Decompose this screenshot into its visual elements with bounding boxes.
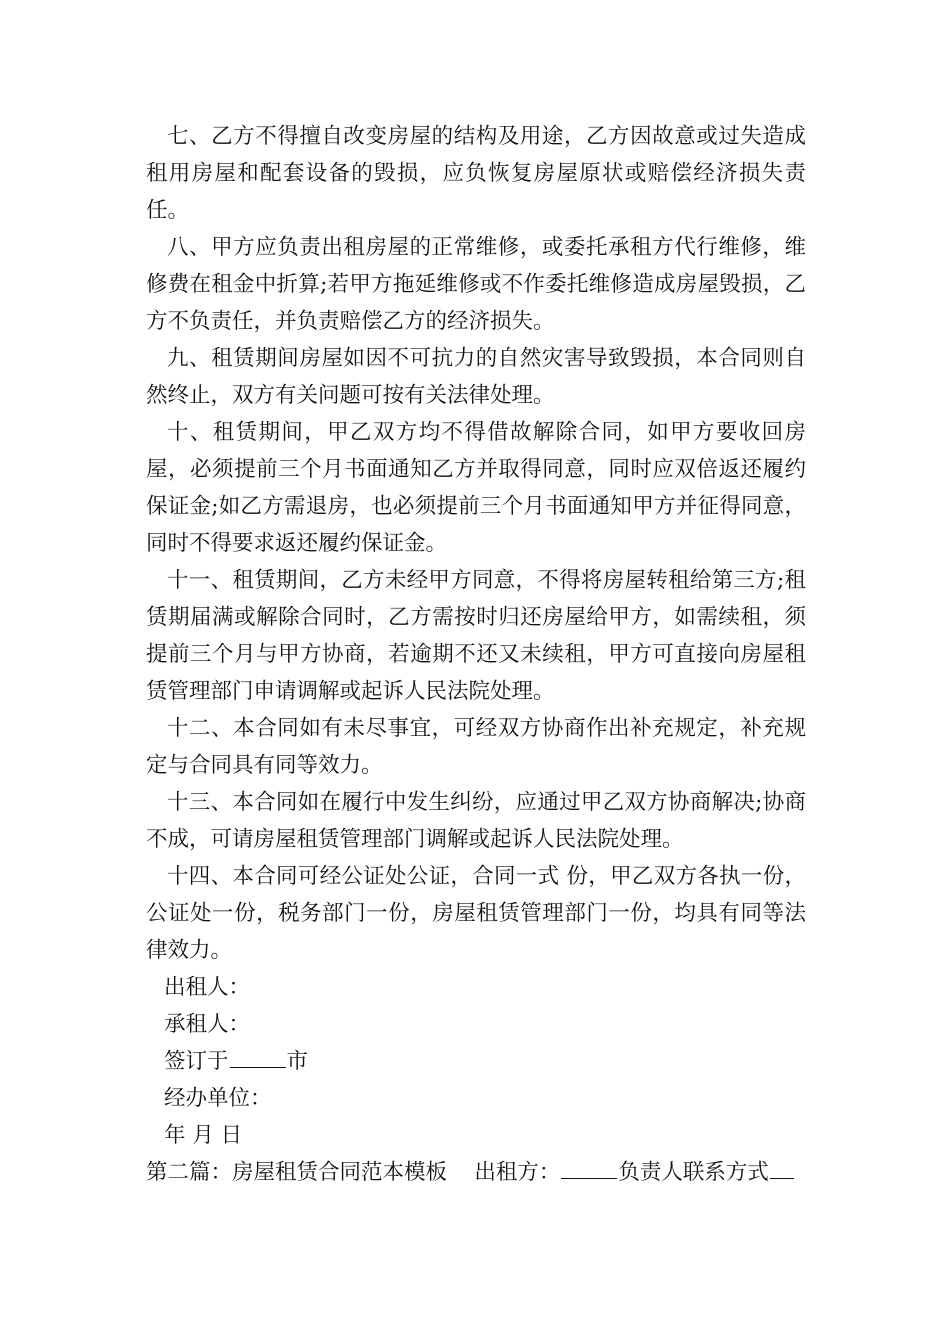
signed-at-suffix: 市 (286, 1049, 309, 1074)
contact-blank (770, 1177, 794, 1179)
date-line: 年 月 日 (164, 1123, 243, 1148)
clause-12: 十二、本合同如有未尽事宜，可经双方协商作出补充规定，补充规定与合同具有同等效力。 (146, 716, 806, 778)
lessee-line: 承租人： (164, 1012, 251, 1037)
clause-13: 十三、本合同如在履行中发生纠纷，应通过甲乙双方协商解决;协商不成，可请房屋租赁管理部门调解或起诉人民法院处理。 (146, 790, 806, 852)
clause-8: 八、甲方应负责出租房屋的正常维修，或委托承租方代行维修，维修费在租金中折算;若甲方拖延维修或不作委托维修造成房屋毁损，乙方不负责任，并负责赔偿乙方的经济损失。 (146, 235, 806, 334)
clause-14: 十四、本合同可经公证处公证，合同一式 份，甲乙双方各执一份，公证处一份，税务部门一份，房屋租赁管理部门一份，均具有同等法律效力。 (146, 864, 806, 963)
contact-label: 负责人联系方式 (618, 1160, 769, 1185)
clause-7: 七、乙方不得擅自改变房屋的结构及用途，乙方因故意或过失造成租用房屋和配套设备的毁损，应负恢复房屋原状或赔偿经济损失责任。 (146, 124, 806, 223)
agency-line: 经办单位： (164, 1086, 272, 1111)
signed-at-line (146, 1043, 806, 1080)
document-page (146, 118, 806, 1191)
lessor-line: 出租人： (164, 975, 251, 1000)
clause-9: 九、租赁期间房屋如因不可抗力的自然灾害导致毁损，本合同则自然终止，双方有关问题可按有关法律处理。 (146, 346, 806, 408)
next-section-title: 第二篇：房屋租赁合同范本模板 (146, 1160, 448, 1185)
lessor-blank (561, 1177, 617, 1179)
lessor-label: 出租方： (474, 1160, 561, 1185)
signed-at-blank (230, 1066, 286, 1068)
next-section-line (146, 1154, 806, 1191)
signed-at-prefix: 签订于 (164, 1049, 229, 1074)
clause-11: 十一、租赁期间，乙方未经甲方同意，不得将房屋转租给第三方;租赁期届满或解除合同时，乙方需按时归还房屋给甲方，如需续租，须提前三个月与甲方协商，若逾期不还又未续租，甲方可直接向房屋租赁管理部门申请调解或起诉人民法院处理。 (146, 568, 806, 704)
clause-10: 十、租赁期间，甲乙双方均不得借故解除合同，如甲方要收回房屋，必须提前三个月书面通知乙方并取得同意，同时应双倍返还履约保证金;如乙方需退房，也必须提前三个月书面通知甲方并征得同意，同时不得要求返还履约保证金。 (146, 420, 806, 556)
